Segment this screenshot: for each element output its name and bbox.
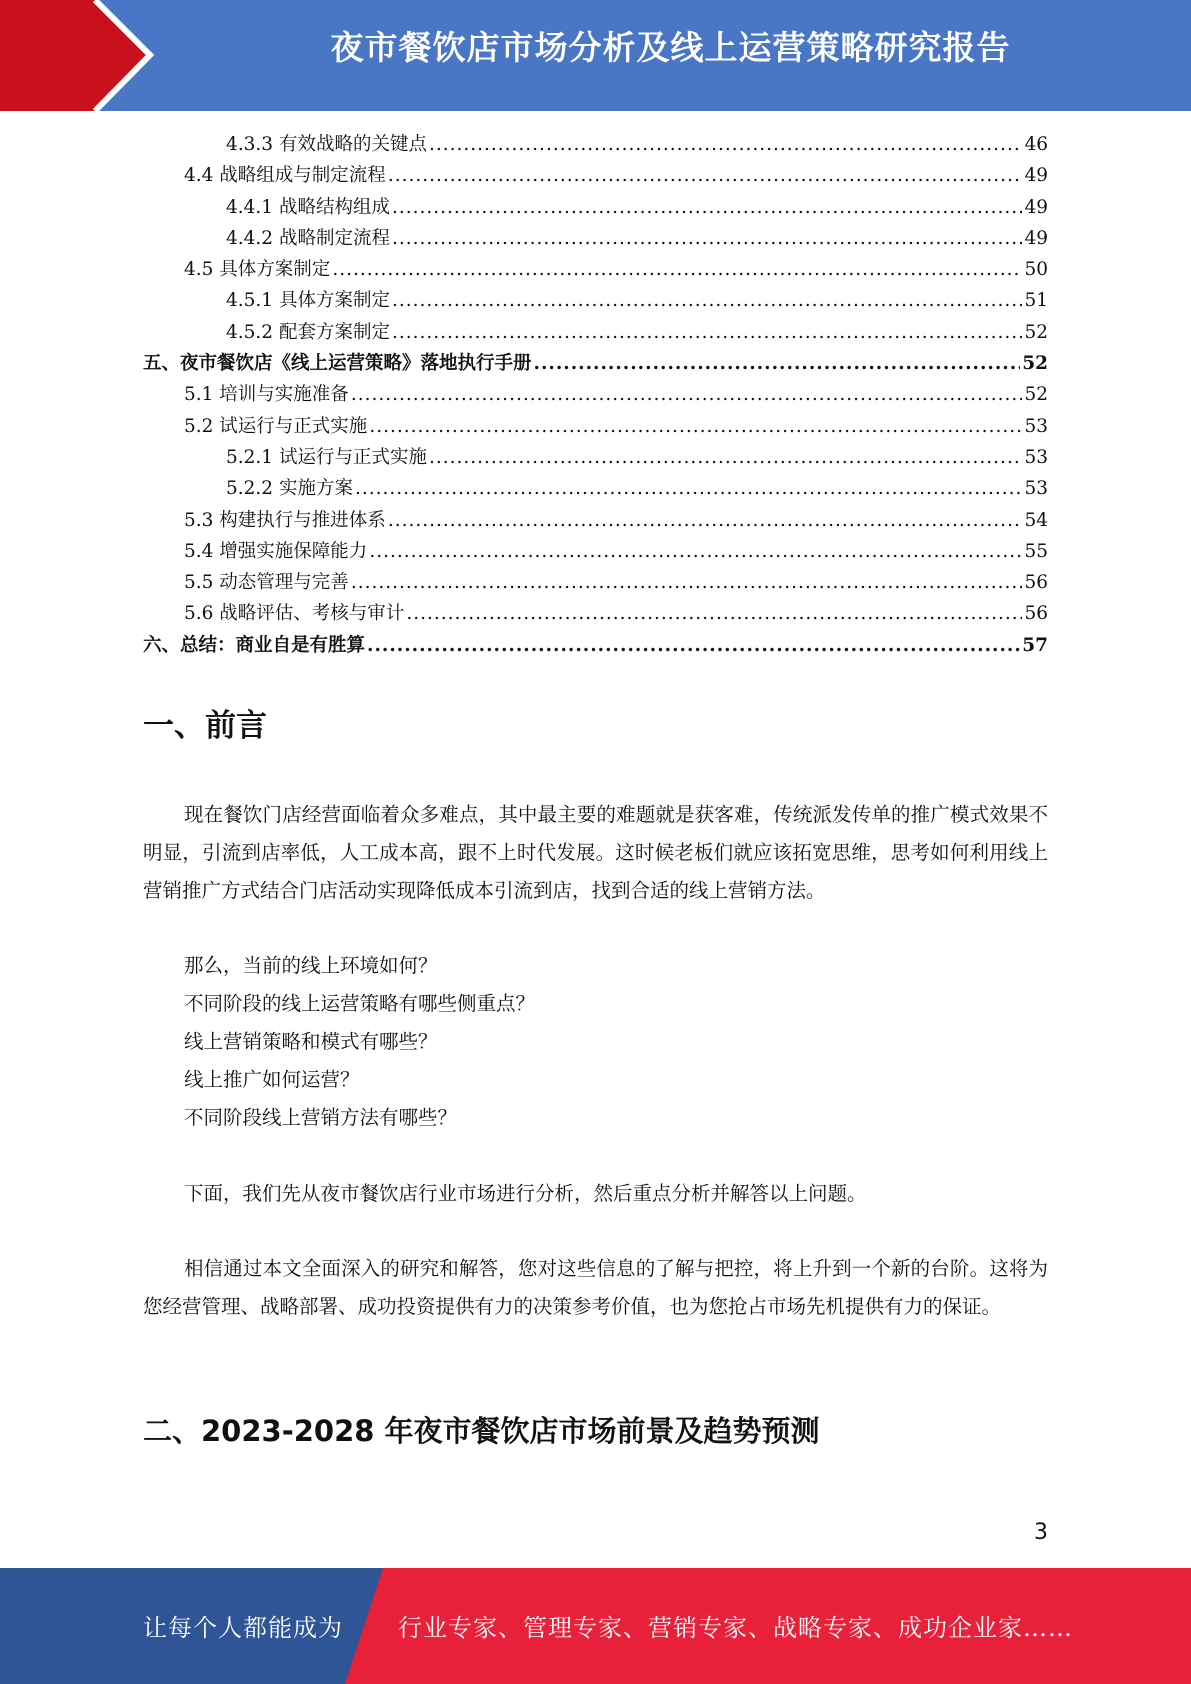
section-heading-preface: 一、前言 (143, 708, 267, 744)
question-item: 那么，当前的线上环境如何？ (184, 954, 438, 977)
toc-entry-page: 57 (1022, 634, 1048, 656)
toc-entry-label: 5.2.1 试运行与正式实施 (226, 446, 427, 468)
toc-entry[interactable] (143, 348, 1048, 379)
toc-leader-dots (367, 630, 1020, 661)
page-number: 3 (1034, 1520, 1048, 1545)
toc-entry-page: 53 (1024, 478, 1048, 500)
toc-leader-dots (369, 411, 1022, 442)
section-heading-forecast: 二、2023-2028 年夜市餐饮店市场前景及趋势预测 (143, 1414, 820, 1448)
toc-leader-dots (429, 129, 1022, 160)
page-header (0, 0, 1191, 111)
question-list (184, 947, 535, 1137)
toc-entry[interactable] (143, 505, 1048, 536)
footer-slogan-left: 让每个人都能成为 (143, 1614, 343, 1642)
toc-leader-dots (388, 505, 1023, 536)
toc-entry[interactable] (143, 379, 1048, 410)
toc-entry[interactable] (143, 160, 1048, 191)
toc-entry-label: 4.5.2 配套方案制定 (226, 321, 390, 343)
toc-entry-page: 51 (1024, 290, 1048, 312)
toc-entry[interactable] (143, 630, 1048, 661)
toc-entry-page: 56 (1024, 572, 1048, 594)
preface-intro-paragraph: 现在餐饮门店经营面临着众多难点，其中最主要的难题就是获客难，传统派发传单的推广模式效果不明显，引流到店率低，人工成本高，跟不上时代发展。这时候老板们就应该拓宽思维，思考如何利用线上营销推广方式结合门店活动实现降低成本引流到店，找到合适的线上营销方法。 (143, 803, 1048, 902)
toc-entry[interactable] (143, 285, 1048, 316)
toc-entry[interactable] (143, 317, 1048, 348)
toc-entry-label: 5.1 培训与实施准备 (184, 384, 349, 406)
next-step-paragraph: 下面，我们先从夜市餐饮店行业市场进行分析，然后重点分析并解答以上问题。 (184, 1182, 867, 1205)
toc-entry-label: 5.6 战略评估、考核与审计 (184, 603, 405, 625)
toc-leader-dots (351, 567, 1023, 598)
question-item: 不同阶段的线上运营策略有哪些侧重点？ (184, 992, 536, 1015)
closing-paragraph: 相信通过本文全面深入的研究和解答，您对这些信息的了解与把控，将上升到一个新的台阶。这将为您经营管理、战略部署、成功投资提供有力的决策参考价值，也为您抢占市场先机提供有力的保证。 (143, 1257, 1048, 1318)
toc-leader-dots (332, 254, 1022, 285)
question-item: 线上营销策略和模式有哪些？ (184, 1030, 438, 1053)
toc-entry-label: 5.4 增强实施保障能力 (184, 540, 368, 562)
toc-entry-label: 4.4.1 战略结构组成 (226, 196, 390, 218)
toc-leader-dots (392, 285, 1022, 316)
toc-entry-page: 52 (1022, 353, 1048, 375)
toc-entry-page: 49 (1024, 227, 1048, 249)
page-footer (0, 1568, 1191, 1684)
footer-slogan-right: 行业专家、管理专家、营销专家、战略专家、成功企业家…… (398, 1614, 1073, 1642)
toc-entry[interactable] (143, 254, 1048, 285)
question-item: 不同阶段线上营销方法有哪些？ (184, 1106, 458, 1129)
toc-entry[interactable] (143, 129, 1048, 160)
toc-entry-label: 五、夜市餐饮店《线上运营策略》落地执行手册 (143, 353, 532, 375)
toc-entry[interactable] (143, 473, 1048, 504)
toc-leader-dots (392, 317, 1022, 348)
toc-entry[interactable] (143, 223, 1048, 254)
toc-leader-dots (392, 192, 1022, 223)
report-title: 夜市餐饮店市场分析及线上运营策略研究报告 (330, 28, 1011, 67)
table-of-contents (143, 129, 1048, 661)
toc-entry-page: 50 (1024, 259, 1048, 281)
toc-entry[interactable] (143, 192, 1048, 223)
toc-entry-label: 4.3.3 有效战略的关键点 (226, 134, 427, 155)
toc-entry-label: 4.5 具体方案制定 (184, 259, 331, 281)
toc-entry-page: 52 (1024, 321, 1048, 343)
toc-entry-label: 5.5 动态管理与完善 (184, 572, 349, 594)
toc-entry[interactable] (143, 598, 1048, 629)
toc-leader-dots (388, 160, 1023, 191)
toc-entry-page: 54 (1024, 509, 1048, 531)
toc-entry-page: 53 (1024, 415, 1048, 437)
toc-entry[interactable] (143, 442, 1048, 473)
toc-entry-page: 52 (1024, 384, 1048, 406)
toc-entry[interactable] (143, 536, 1048, 567)
toc-leader-dots (355, 473, 1023, 504)
toc-entry-label: 5.2.2 实施方案 (226, 478, 353, 500)
toc-entry-page: 55 (1024, 540, 1048, 562)
toc-leader-dots (534, 348, 1021, 379)
toc-entry-label: 4.4.2 战略制定流程 (226, 227, 390, 249)
toc-entry-page: 56 (1024, 603, 1048, 625)
toc-entry-page: 49 (1024, 165, 1048, 187)
toc-entry-label: 5.3 构建执行与推进体系 (184, 509, 386, 531)
toc-entry-label: 4.5.1 具体方案制定 (226, 290, 390, 312)
toc-leader-dots (406, 598, 1022, 629)
toc-leader-dots (429, 442, 1022, 473)
toc-entry-page: 46 (1024, 134, 1048, 155)
toc-leader-dots (351, 379, 1023, 410)
toc-entry-label: 4.4 战略组成与制定流程 (184, 165, 386, 187)
toc-entry[interactable] (143, 567, 1048, 598)
toc-leader-dots (369, 536, 1022, 567)
question-item: 线上推广如何运营？ (184, 1068, 360, 1091)
toc-entry-label: 5.2 试运行与正式实施 (184, 415, 368, 437)
toc-entry-page: 49 (1024, 196, 1048, 218)
toc-leader-dots (392, 223, 1022, 254)
toc-entry-page: 53 (1024, 446, 1048, 468)
toc-entry[interactable] (143, 411, 1048, 442)
toc-entry-label: 六、总结：商业自是有胜算 (143, 634, 366, 656)
